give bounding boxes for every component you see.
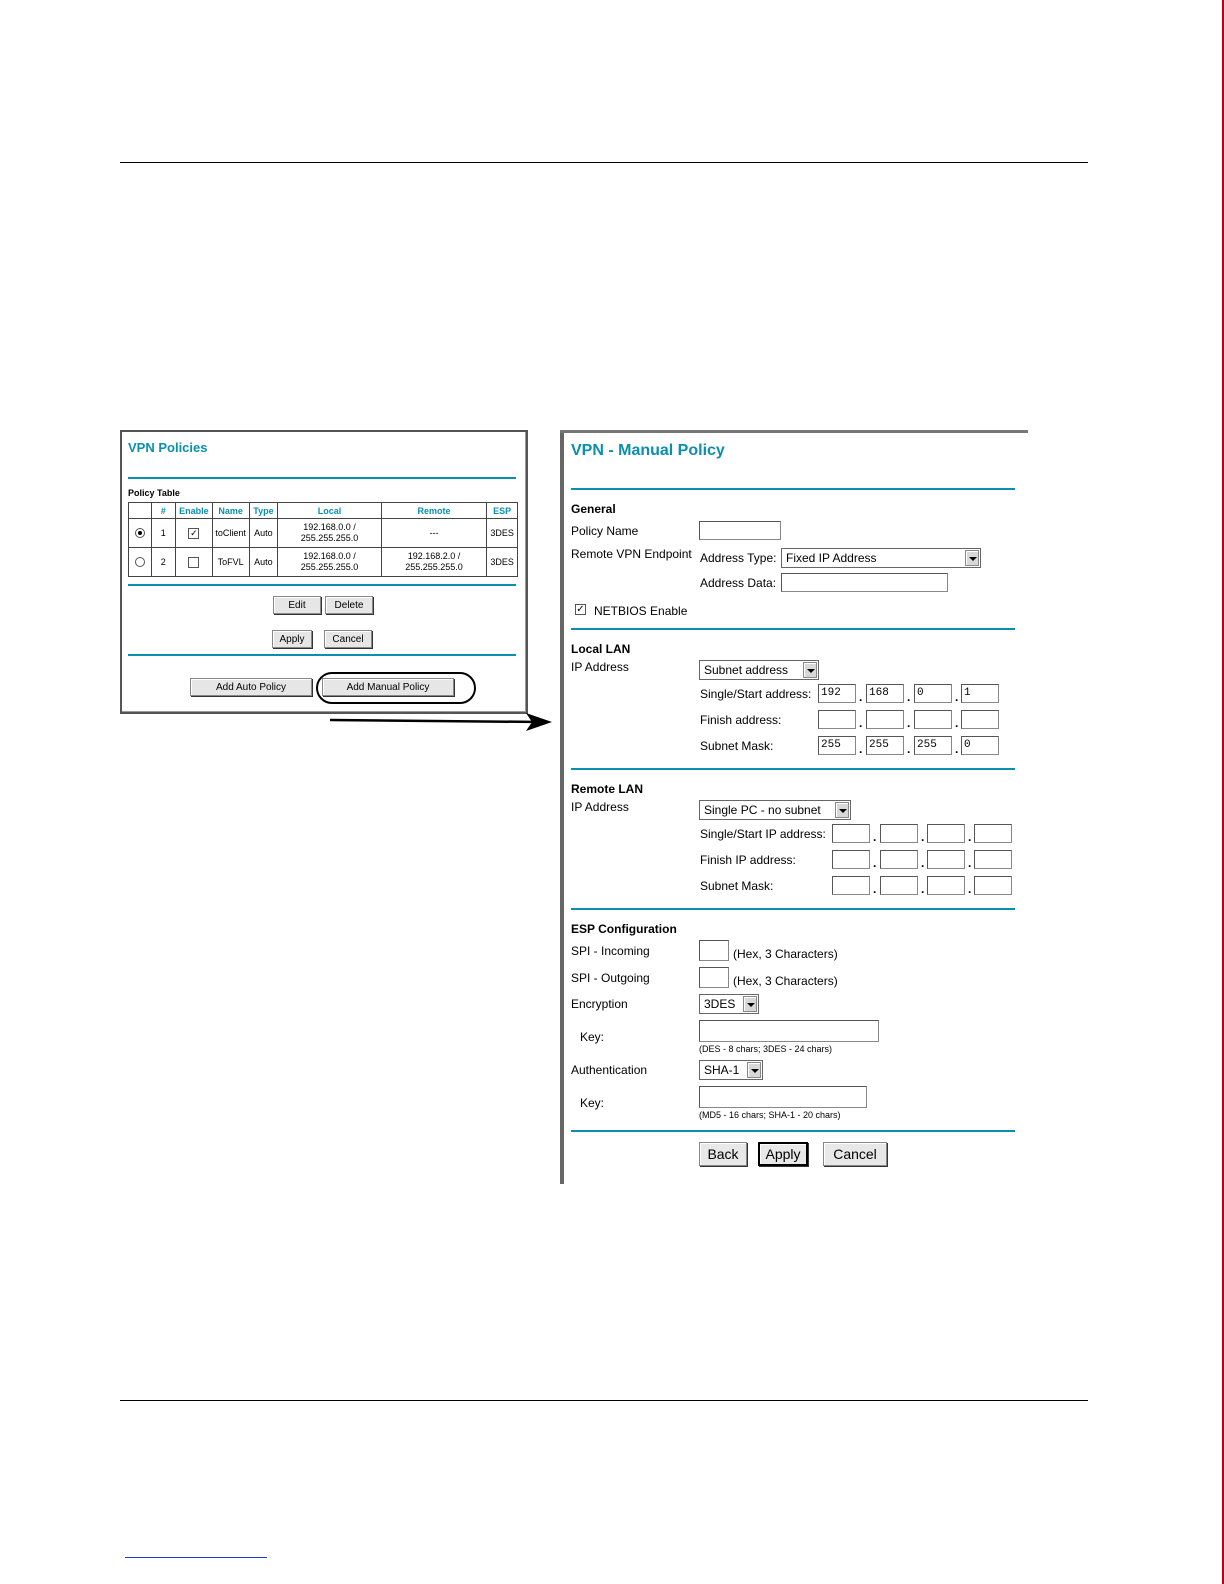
local-lan-divider: [571, 768, 1015, 770]
ip-dot: .: [873, 856, 877, 870]
table-row: [129, 548, 518, 577]
remote-lan-divider: [571, 908, 1015, 910]
local-mask: 255.255.255.0: [300, 562, 359, 572]
policy-name-label: Policy Name: [571, 524, 639, 538]
address-type-value: Fixed IP Address: [786, 551, 877, 565]
cancel-button[interactable]: Cancel: [823, 1142, 887, 1166]
remote-finish-octet-1[interactable]: [832, 850, 870, 869]
address-type-select[interactable]: [781, 548, 981, 568]
remote-start-octet-3[interactable]: [927, 824, 965, 843]
remote-mask: 255.255.255.0: [405, 562, 463, 572]
table-row: [129, 519, 518, 548]
policies-buttons-divider: [128, 654, 516, 656]
remote-mask-octet-3[interactable]: [927, 876, 965, 895]
spi-outgoing-input[interactable]: [699, 967, 729, 988]
policies-title: VPN Policies: [128, 440, 208, 455]
encryption-key-label: Key:: [580, 1030, 605, 1044]
local-mask: 255.255.255.0: [300, 533, 359, 543]
address-data-label: Address Data:: [700, 576, 777, 590]
row-select-cell: [129, 519, 152, 548]
col-remote: Remote: [381, 503, 486, 519]
remote-ip-label: IP Address: [571, 800, 629, 814]
title-divider: [571, 488, 1015, 490]
spi-outgoing-hint: (Hex, 3 Characters): [733, 974, 838, 988]
col-local: Local: [278, 503, 381, 519]
local-finish-octet-4[interactable]: [961, 710, 999, 729]
row-type: Auto: [249, 519, 278, 548]
chevron-down-icon: [747, 1062, 761, 1078]
vpn-manual-policy-panel: [560, 430, 1028, 1184]
auth-key-hint: (MD5 - 16 chars; SHA-1 - 20 chars): [699, 1110, 841, 1120]
auth-key-input[interactable]: [699, 1086, 867, 1108]
col-select: [129, 503, 152, 519]
policy-table-header: [129, 503, 518, 519]
ip-dot: .: [921, 856, 925, 870]
encryption-key-input[interactable]: [699, 1020, 879, 1042]
ip-dot: .: [859, 690, 863, 704]
ip-dot: .: [859, 742, 863, 756]
ip-dot: .: [968, 830, 972, 844]
netbios-label: NETBIOS Enable: [594, 604, 688, 618]
ip-dot: .: [921, 830, 925, 844]
remote-mask-octet-1[interactable]: [832, 876, 870, 895]
local-mask-octet-1[interactable]: 255: [818, 736, 856, 755]
row-select-cell: [129, 548, 152, 577]
remote-finish-octet-4[interactable]: [974, 850, 1012, 869]
spi-incoming-label: SPI - Incoming: [571, 944, 650, 958]
ip-dot: .: [955, 742, 959, 756]
local-finish-octet-2[interactable]: [866, 710, 904, 729]
row-remote: [381, 519, 486, 548]
local-ip-label: IP Address: [571, 660, 629, 674]
remote-mask-octet-2[interactable]: [880, 876, 918, 895]
authentication-value: SHA-1: [704, 1063, 740, 1077]
edit-button[interactable]: Edit: [273, 596, 321, 614]
local-mask-octet-4[interactable]: 0: [961, 736, 999, 755]
auth-key-label: Key:: [580, 1096, 605, 1110]
encryption-label: Encryption: [571, 997, 628, 1011]
ip-dot: .: [907, 742, 911, 756]
local-finish-octet-3[interactable]: [914, 710, 952, 729]
local-mask-octet-3[interactable]: 255: [914, 736, 952, 755]
local-address: 192.168.0.0 /: [303, 522, 356, 532]
remote-mask-octet-4[interactable]: [974, 876, 1012, 895]
netbios-checkbox[interactable]: ✓: [576, 604, 585, 615]
footer-rule: [120, 1400, 1088, 1401]
local-start-label: Single/Start address:: [700, 687, 812, 701]
row-local: [278, 519, 381, 548]
row-remote: [381, 548, 486, 577]
authentication-label: Authentication: [571, 1063, 648, 1077]
general-heading: General: [571, 502, 616, 516]
col-name: Name: [212, 503, 249, 519]
local-finish-octet-1[interactable]: [818, 710, 856, 729]
manual-policy-title: VPN - Manual Policy: [571, 442, 725, 459]
encryption-key-hint: (DES - 8 chars; 3DES - 24 chars): [699, 1044, 833, 1054]
encryption-select[interactable]: [699, 994, 759, 1014]
policy-table-label: Policy Table: [128, 488, 180, 498]
remote-mask-label: Subnet Mask:: [700, 879, 774, 893]
chevron-down-icon: [743, 996, 757, 1012]
arrow-icon: [330, 708, 560, 736]
col-number: #: [151, 503, 175, 519]
remote-finish-octet-2[interactable]: [880, 850, 918, 869]
chevron-down-icon: [965, 550, 979, 566]
remote-address: ---: [429, 527, 439, 538]
policy-enable-checkbox[interactable]: ✓: [190, 527, 198, 538]
policy-select-radio[interactable]: [135, 557, 145, 567]
ip-dot: .: [859, 716, 863, 730]
policy-table: [128, 502, 518, 577]
remote-type-select[interactable]: [699, 800, 851, 820]
back-button[interactable]: Back: [699, 1142, 747, 1166]
remote-finish-octet-3[interactable]: [927, 850, 965, 869]
remote-lan-heading: Remote LAN: [571, 782, 644, 796]
local-finish-label: Finish address:: [700, 713, 782, 727]
local-start-octet-1[interactable]: 192: [818, 684, 856, 703]
local-start-octet-3[interactable]: 0: [914, 684, 952, 703]
row-number: 2: [151, 548, 175, 577]
row-type: Auto: [249, 548, 278, 577]
row-number: 1: [151, 519, 175, 548]
row-enable-cell: [175, 519, 212, 548]
panel-top-border: [560, 430, 1028, 433]
spi-incoming-hint: (Hex, 3 Characters): [733, 947, 838, 961]
spi-outgoing-label: SPI - Outgoing: [571, 971, 650, 985]
local-type-select[interactable]: [699, 660, 819, 680]
ip-dot: .: [921, 882, 925, 896]
vpn-policies-panel: [120, 430, 528, 714]
local-type-value: Subnet address: [704, 663, 789, 677]
remote-address: 192.168.2.0 /: [407, 551, 461, 561]
chevron-down-icon: [803, 662, 817, 678]
row-name: ToFVL: [212, 548, 249, 577]
footer-link-underline: [125, 1557, 267, 1558]
esp-divider: [571, 1130, 1015, 1132]
remote-start-octet-1[interactable]: [832, 824, 870, 843]
panel-left-border: [560, 430, 564, 1184]
row-local: [278, 548, 381, 577]
col-esp: ESP: [487, 503, 518, 519]
policies-table-divider: [128, 584, 516, 586]
encryption-value: 3DES: [704, 997, 736, 1011]
cancel-button[interactable]: Cancel: [324, 630, 372, 648]
policy-enable-checkbox[interactable]: [188, 557, 199, 568]
remote-start-octet-2[interactable]: [880, 824, 918, 843]
delete-button[interactable]: Delete: [325, 596, 373, 614]
apply-button[interactable]: Apply: [272, 630, 312, 648]
ip-dot: .: [968, 882, 972, 896]
local-address: 192.168.0.0 /: [303, 551, 356, 561]
chevron-down-icon: [835, 802, 849, 818]
highlight-oval: [316, 672, 476, 704]
header-rule: [120, 162, 1088, 163]
authentication-select[interactable]: [699, 1060, 763, 1080]
ip-dot: .: [968, 856, 972, 870]
ip-dot: .: [907, 690, 911, 704]
policy-name-input[interactable]: [699, 521, 781, 540]
apply-button[interactable]: Apply: [758, 1142, 808, 1166]
local-lan-heading: Local LAN: [571, 642, 631, 656]
remote-start-label: Single/Start IP address:: [700, 827, 826, 841]
local-start-octet-4[interactable]: 1: [961, 684, 999, 703]
remote-type-value: Single PC - no subnet: [704, 803, 821, 817]
add-auto-policy-button[interactable]: Add Auto Policy: [190, 678, 312, 696]
row-enable-cell: [175, 548, 212, 577]
remote-finish-label: Finish IP address:: [700, 853, 796, 867]
remote-start-octet-4[interactable]: [974, 824, 1012, 843]
local-mask-label: Subnet Mask:: [700, 739, 774, 753]
local-mask-octet-2[interactable]: 255: [866, 736, 904, 755]
spi-incoming-input[interactable]: [699, 940, 729, 961]
address-type-label: Address Type:: [700, 551, 777, 565]
address-data-input[interactable]: [781, 573, 948, 592]
row-name: toClient: [212, 519, 249, 548]
general-divider: [571, 628, 1015, 630]
ip-dot: .: [955, 690, 959, 704]
local-start-octet-2[interactable]: 168: [866, 684, 904, 703]
row-esp: 3DES: [487, 519, 518, 548]
col-enable: Enable: [175, 503, 212, 519]
policies-title-divider: [128, 477, 516, 479]
ip-dot: .: [873, 830, 877, 844]
add-manual-policy-button[interactable]: Add Manual Policy: [322, 678, 454, 696]
esp-heading: ESP Configuration: [571, 922, 677, 936]
ip-dot: .: [907, 716, 911, 730]
ip-dot: .: [873, 882, 877, 896]
remote-endpoint-label: Remote VPN Endpoint: [571, 547, 692, 561]
col-type: Type: [249, 503, 278, 519]
row-esp: 3DES: [487, 548, 518, 577]
ip-dot: .: [955, 716, 959, 730]
policy-select-radio[interactable]: [135, 528, 145, 538]
